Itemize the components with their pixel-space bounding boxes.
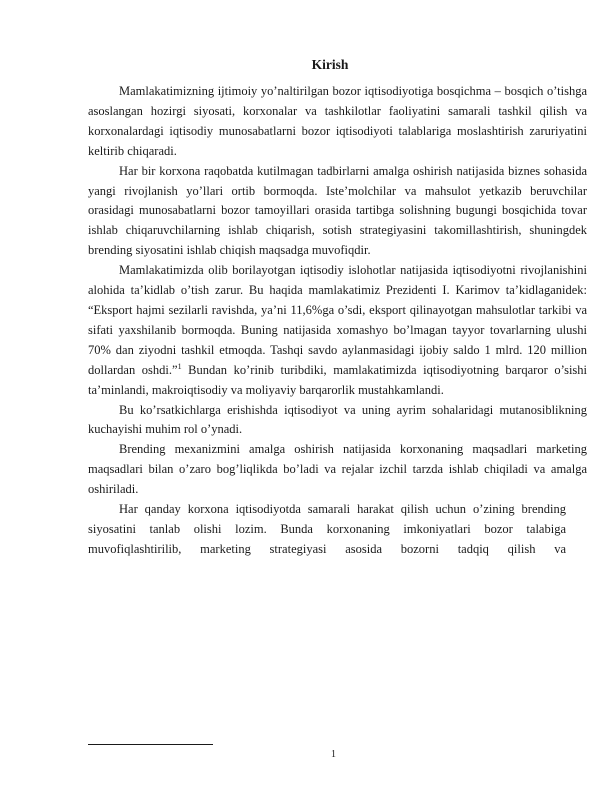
footnote-reference[interactable]: 1 xyxy=(177,361,182,371)
paragraph-2: Har bir korxona raqobatda kutilmagan tadbirlarni amalga oshirish natijasida biznes sohasida yangi rivojlanish yo’llari ortib bormoqda. Iste’molchilar va mahsulot yetkazib beruvchilar orasidagi munosabatlarni bozor tamoyillari orasida tartibga solishning bugungi bosqichida tovar ishlab chiqaruvchilarning ishlab chiqarish, sotish strategiyasini takomillashtirish, shuningdek brending siyosatini ishlab chiqish maqsadga muvofiqdir. xyxy=(88,163,587,258)
paragraph-1: Mamlakatimizning ijtimoiy yo’naltirilgan bozor iqtisodiyotiga bosqichma – bosqich o’tishga asoslangan hozirgi siyosati, korxonalar va tashkilotlar faoliyatini samarali tashkil qilish va korxonalardagi iqtisodiy munosabatlarni bozor iqtisodiyoti talablariga moslashtirish zaruriyatini keltirib chiqaradi. xyxy=(88,84,587,158)
paragraph-6 xyxy=(88,500,566,560)
paragraph-3-text: Mamlakatimizda olib borilayotgan iqtisodiy islohotlar natijasida iqtisodiyotni rivojlanishini alohida ta’kidlab o’tish zarur. Bu haqida mamlakatimiz Prezidenti I. Karimov ta’kidlaganidek: “Eksport hajmi sezilarli ravishda, ya’ni 11,6%ga o’sdi, eksport qilinayotgan mahsulotlar tarkibi va sifati yaxshilanib bormoqda. Buning natijasida xomashyo bo’lmagan tayyor tovarlarning ulushi 70% dan ziyodni tashkil etmoqda. Tashqi savdo aylanmasidagi ijobiy saldo 1 mlrd. 120 million dollardan oshdi.” xyxy=(88,263,587,377)
paragraph-3-tail: Bundan ko’rinib turibdiki, mamlakatimizda iqtisodiyotning barqaror o’sishi ta’minlandi, makroiqtisodiy va moliyaviy barqarorlik mustahkamlandi. xyxy=(88,362,587,397)
paragraph-4: Bu ko’rsatkichlarga erishishda iqtisodiyot va uning ayrim sohalaridagi mutanosiblikning kuchayishi muhim rol o’ynadi. xyxy=(88,402,587,437)
paragraph-6-text: Har qanday korxona iqtisodiyotda samarali harakat qilish uchun o’zining brending siyosatini tanlab olishi lozim. Bunda korxonaning imkoniyatlari bozor talabiga muvofiqlashtirilib, marketing strategiyasi asosida bozorni tadqiq qilish va xyxy=(88,502,566,556)
paragraph-5: Brending mexanizmini amalga oshirish natijasida korxonaning maqsadlari marketing maqsadlari bilan o’zaro bog’liqlikda bo’ladi va rejalar izchil tarzda ishlab chiqiladi va amalga oshiriladi. xyxy=(88,442,587,497)
footnote-divider xyxy=(88,744,213,745)
body-text xyxy=(88,82,587,560)
page-number: 1 xyxy=(331,749,336,760)
page-title: Kirish xyxy=(311,57,349,72)
paragraph-3 xyxy=(88,261,587,400)
